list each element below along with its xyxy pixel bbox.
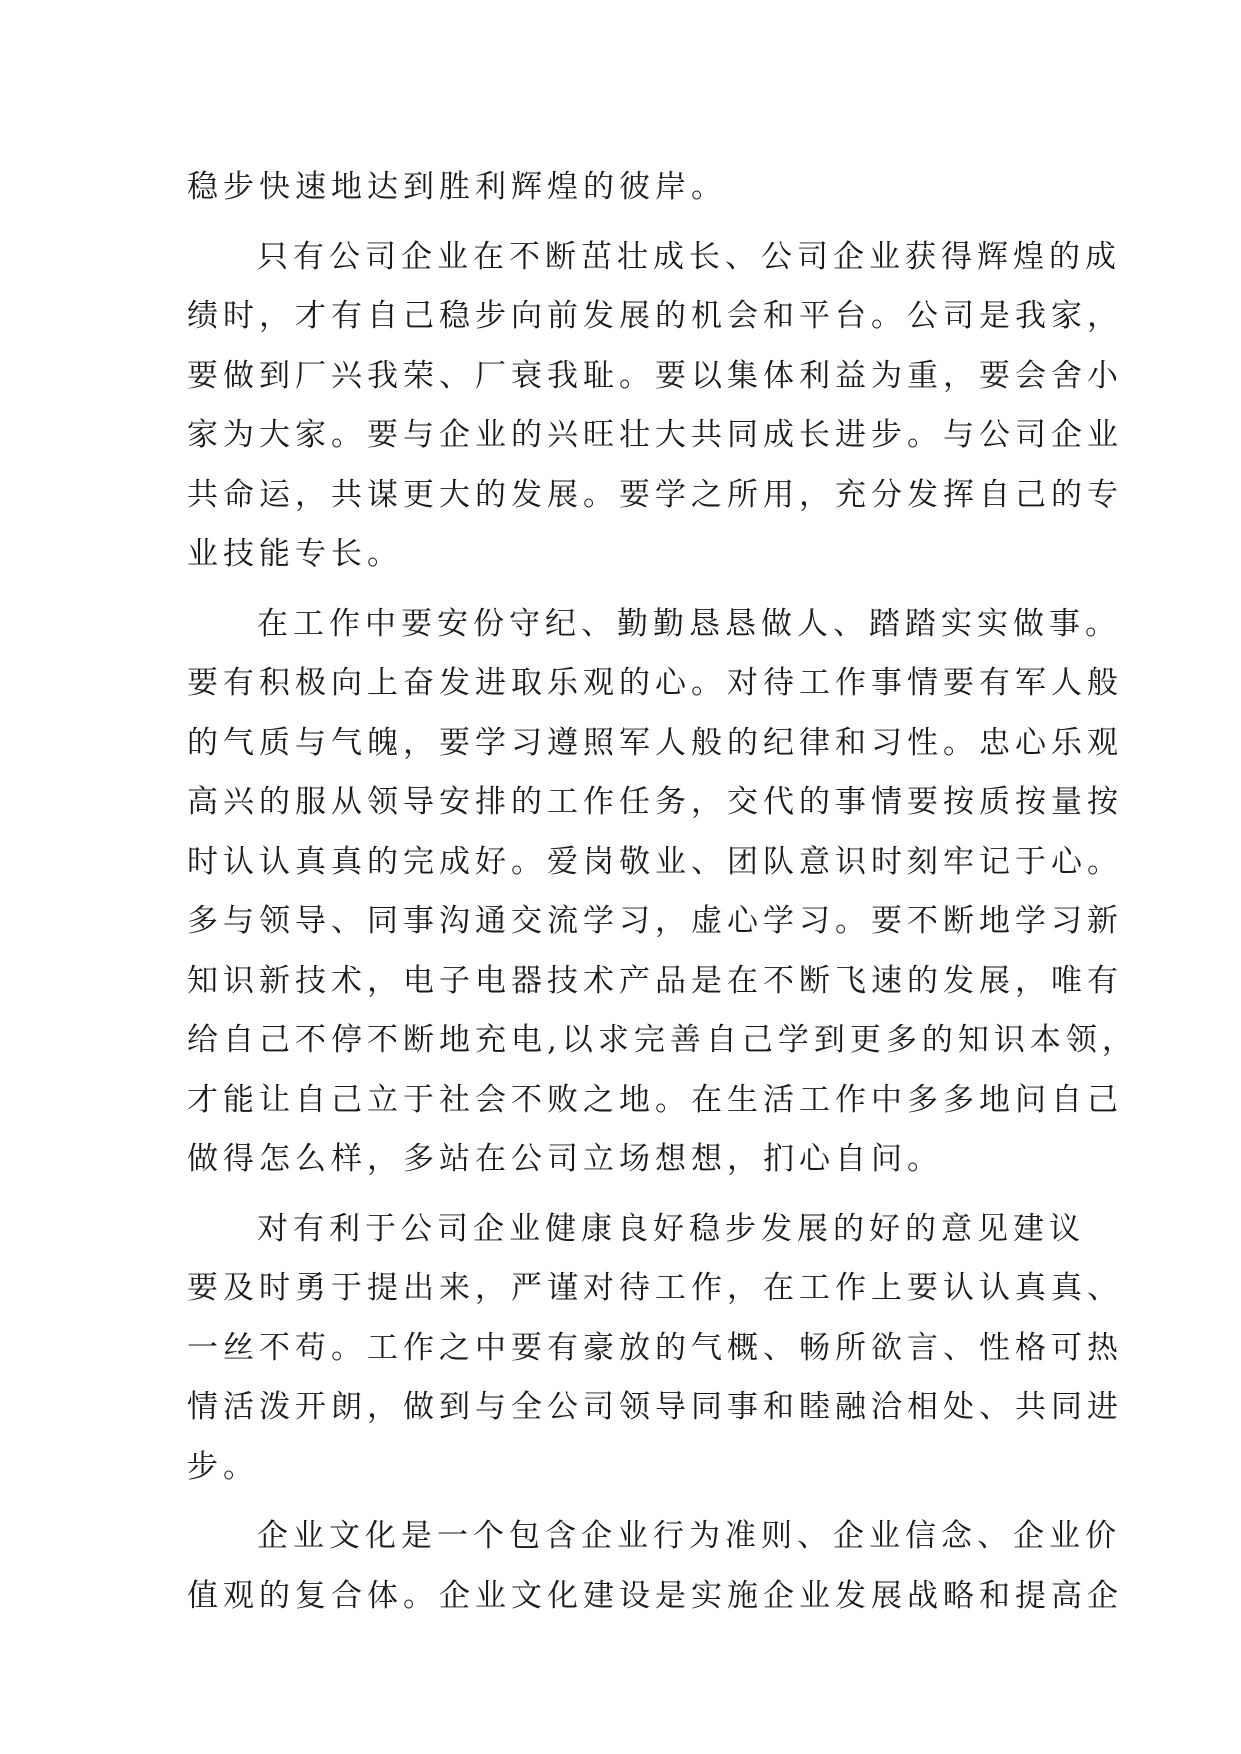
text-line: 步。 bbox=[187, 1448, 259, 1485]
paragraph-first-line: 在工作中要安份守纪、勤勤恳恳做人、踏踏实实做事。 bbox=[257, 605, 1121, 642]
text-line: 共命运，共谋更大的发展。要学之所用，充分发挥自己的专 bbox=[187, 476, 1123, 513]
text-line: 做得怎么样，多站在公司立场想想，扪心自问。 bbox=[187, 1141, 943, 1177]
text-line: 给自己不停不断地充电,以求完善自己学到更多的知识本领， bbox=[187, 1022, 1138, 1058]
text-line: 知识新技术，电子电器技术产品是在不断飞速的发展，唯有 bbox=[187, 962, 1123, 999]
text-line: 要及时勇于提出来，严谨对待工作，在工作上要认认真真、 bbox=[187, 1270, 1123, 1306]
text-line: 要有积极向上奋发进取乐观的心。对待工作事情要有军人般 bbox=[187, 665, 1123, 701]
text-line: 高兴的服从领导安排的工作任务，交代的事情要按质按量按 bbox=[187, 784, 1123, 820]
text-line: 才能让自己立于社会不败之地。在生活工作中多多地问自己 bbox=[187, 1081, 1123, 1118]
text-line: 稳步快速地达到胜利辉煌的彼岸。 bbox=[187, 169, 727, 205]
text-line: 绩时，才有自己稳步向前发展的机会和平台。公司是我家， bbox=[187, 298, 1123, 334]
text-line: 的气质与气魄，要学习遵照军人般的纪律和习性。忠心乐观 bbox=[187, 724, 1123, 761]
text-line: 时认认真真的完成好。爱岗敬业、团队意识时刻牢记于心。 bbox=[187, 843, 1123, 880]
paragraph-first-line: 企业文化是一个包含企业行为准则、企业信念、企业价 bbox=[257, 1518, 1121, 1554]
text-line: 情活泼开朗，做到与全公司领导同事和睦融洽相处、共同进 bbox=[187, 1389, 1123, 1425]
text-line: 多与领导、同事沟通交流学习，虚心学习。要不断地学习新 bbox=[187, 903, 1123, 939]
text-line: 一丝不苟。工作之中要有豪放的气概、畅所欲言、性格可热 bbox=[187, 1329, 1123, 1366]
text-line: 要做到厂兴我荣、厂衰我耻。要以集体利益为重，要会舍小 bbox=[187, 357, 1123, 394]
text-line: 家为大家。要与企业的兴旺壮大共同成长进步。与公司企业 bbox=[187, 417, 1123, 453]
paragraph-first-line: 对有利于公司企业健康良好稳步发展的好的意见建议 bbox=[257, 1210, 1085, 1247]
text-line: 业技能专长。 bbox=[187, 536, 403, 572]
text-line: 值观的复合体。企业文化建设是实施企业发展战略和提高企 bbox=[187, 1577, 1123, 1614]
paragraph-first-line: 只有公司企业在不断茁壮成长、公司企业获得辉煌的成 bbox=[257, 238, 1121, 275]
document-body bbox=[187, 158, 1138, 1626]
